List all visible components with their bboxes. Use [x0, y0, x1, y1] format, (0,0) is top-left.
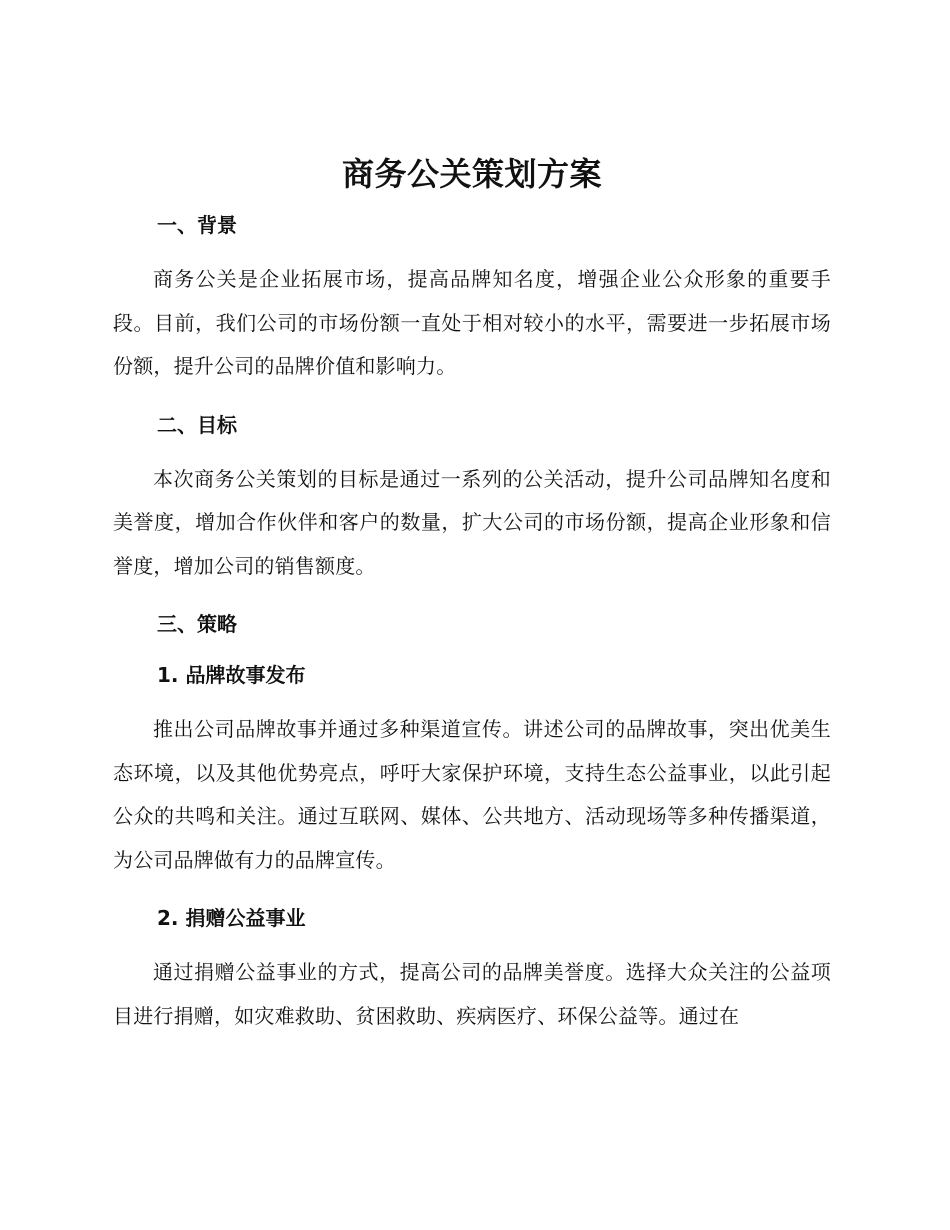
spacer	[113, 240, 831, 258]
strategy-item-heading-charity: 2. 捐赠公益事业	[157, 906, 306, 930]
spacer	[113, 440, 831, 458]
section-paragraph-goal: 本次商务公关策划的目标是通过一系列的公关活动，提升公司品牌知名度和美誉度，增加合作伙伴和客户的数量，扩大公司的市场份额，提高企业形象和信誉度，增加公司的销售额度。	[113, 466, 831, 578]
strategy-item-paragraph-charity: 通过捐赠公益事业的方式，提高公司的品牌美誉度。选择大众关注的公益项目进行捐赠，如灾难救助、贫困救助、疾病医疗、环保公益等。通过在	[113, 960, 831, 1028]
spacer	[113, 690, 831, 708]
document-body	[113, 148, 831, 1038]
spacer	[113, 588, 831, 609]
spacer	[113, 200, 831, 210]
spacer	[113, 882, 831, 903]
document-title: 商务公关策划方案	[341, 155, 602, 193]
strategy-item-paragraph-brand-story: 推出公司品牌故事并通过多种渠道宣传。讲述公司的品牌故事，突出优美生态环境，以及其他优势亮点，呼吁大家保护环境，支持生态公益事业，以此引起公众的共鸣和关注。通过互联网、媒体、公共地方、活动现场等多种传播渠道，为公司品牌做有力的品牌宣传。	[113, 717, 831, 872]
section-heading-strategy: 三、策略	[157, 612, 237, 636]
section-paragraph-background: 商务公关是企业拓展市场，提高品牌知名度，增强企业公众形象的重要手段。目前，我们公司的市场份额一直处于相对较小的水平，需要进一步拓展市场份额，提升公司的品牌价值和影响力。	[113, 267, 831, 378]
spacer	[113, 933, 831, 951]
spacer	[113, 389, 831, 410]
strategy-item-heading-brand-story: 1. 品牌故事发布	[157, 663, 306, 687]
section-heading-background: 一、背景	[157, 213, 237, 237]
spacer	[113, 639, 831, 660]
section-heading-goal: 二、目标	[157, 412, 237, 437]
